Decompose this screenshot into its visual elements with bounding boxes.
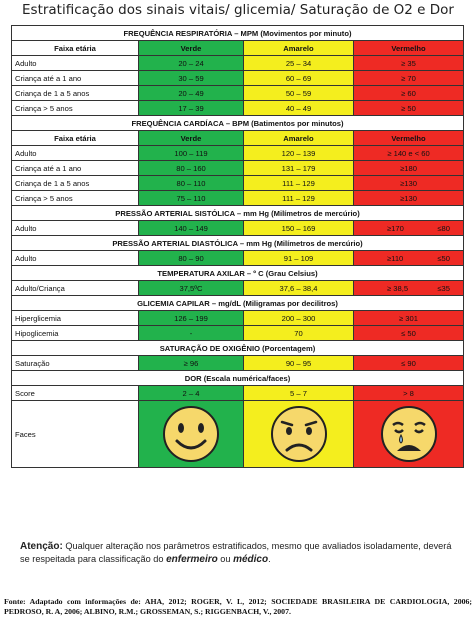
row-label: Adulto/Criança	[12, 281, 139, 296]
row-label: Criança até a 1 ano	[12, 71, 139, 86]
table-row	[12, 326, 464, 341]
attention-end: .	[268, 554, 271, 564]
green-cell: 30 – 59	[139, 71, 244, 86]
section-title-pad: PRESSÃO ARTERIAL DIASTÓLICA – mm Hg (Milímetros de mercúrio)	[12, 236, 464, 251]
red-value-high: ≥170	[387, 223, 404, 233]
red-value-low: ≤35	[437, 283, 451, 293]
yellow-cell: 5 – 7	[244, 386, 354, 401]
sad-face-icon	[268, 403, 330, 465]
red-cell	[354, 401, 464, 468]
table-row	[12, 56, 464, 71]
red-cell: ≥ 60	[354, 86, 464, 101]
row-label: Adulto	[12, 146, 139, 161]
table-row	[12, 101, 464, 116]
yellow-cell: 111 – 129	[244, 176, 354, 191]
happy-face-icon	[160, 403, 222, 465]
attention-label: Atenção:	[20, 541, 63, 552]
row-label: Saturação	[12, 356, 139, 371]
section-title-glicemia: GLICEMIA CAPILAR – mg/dL (Miligramas por decilitros)	[12, 296, 464, 311]
row-label: Criança > 5 anos	[12, 191, 139, 206]
table-row	[12, 176, 464, 191]
red-cell: ≥ 301	[354, 311, 464, 326]
table-row	[12, 401, 464, 468]
section-title-pain: DOR (Escala numérica/faces)	[12, 371, 464, 386]
yellow-cell: 120 – 139	[244, 146, 354, 161]
crying-face-icon	[378, 403, 440, 465]
red-cell: > 8	[354, 386, 464, 401]
yellow-cell: 70	[244, 326, 354, 341]
header-yellow: Amarelo	[244, 131, 354, 146]
header-red: Vermelho	[354, 41, 464, 56]
table-row	[12, 386, 464, 401]
header-age: Faixa etária	[12, 131, 139, 146]
attention-emphasis-doctor: médico	[233, 554, 269, 565]
red-value-high: ≥110	[387, 253, 404, 263]
yellow-cell: 91 – 109	[244, 251, 354, 266]
row-label: Score	[12, 386, 139, 401]
table-row	[12, 251, 464, 266]
green-cell: 20 – 24	[139, 56, 244, 71]
header-green: Verde	[139, 131, 244, 146]
row-label: Hipoglicemia	[12, 326, 139, 341]
table-row	[12, 146, 464, 161]
section-title-temp: TEMPERATURA AXILAR – º C (Grau Celsius)	[12, 266, 464, 281]
attention-emphasis-nurse: enfermeiro	[166, 554, 218, 565]
row-label: Faces	[12, 401, 139, 468]
row-label: Criança > 5 anos	[12, 101, 139, 116]
table-row	[12, 311, 464, 326]
table-row	[12, 86, 464, 101]
green-cell: 100 – 119	[139, 146, 244, 161]
yellow-cell: 111 – 129	[244, 191, 354, 206]
yellow-cell: 37,6 – 38,4	[244, 281, 354, 296]
row-label: Criança de 1 a 5 anos	[12, 86, 139, 101]
green-cell: 80 – 110	[139, 176, 244, 191]
attention-note	[20, 540, 460, 566]
yellow-cell: 90 – 95	[244, 356, 354, 371]
yellow-cell: 40 – 49	[244, 101, 354, 116]
red-cell: ≥ 140 e < 60	[354, 146, 464, 161]
vital-signs-table	[11, 25, 464, 468]
row-label: Adulto	[12, 251, 139, 266]
green-cell: 80 – 160	[139, 161, 244, 176]
red-cell: ≥130	[354, 191, 464, 206]
section-title-fr: FREQUÊNCIA RESPIRATÓRIA – MPM (Movimentos por minuto)	[12, 26, 464, 41]
header-red: Vermelho	[354, 131, 464, 146]
header-age: Faixa etária	[12, 41, 139, 56]
red-cell	[354, 251, 464, 266]
green-cell	[139, 401, 244, 468]
green-cell: 37,5ºC	[139, 281, 244, 296]
section-title-pas: PRESSÃO ARTERIAL SISTÓLICA – mm Hg (Milímetros de mercúrio)	[12, 206, 464, 221]
table-row	[12, 221, 464, 236]
row-label: Hiperglicemia	[12, 311, 139, 326]
red-cell	[354, 281, 464, 296]
table-row	[12, 71, 464, 86]
yellow-cell	[244, 401, 354, 468]
green-cell: 126 – 199	[139, 311, 244, 326]
section-title-fc: FREQUÊNCIA CARDÍACA – BPM (Batimentos por minutos)	[12, 116, 464, 131]
page-title: Estratificação dos sinais vitais/ glicemia/ Saturação de O2 e Dor	[22, 2, 454, 18]
table-row	[12, 356, 464, 371]
red-value-low: ≤50	[437, 253, 451, 263]
green-cell: 80 – 90	[139, 251, 244, 266]
table-row	[12, 191, 464, 206]
red-cell: ≥ 70	[354, 71, 464, 86]
header-green: Verde	[139, 41, 244, 56]
green-cell: 20 – 49	[139, 86, 244, 101]
table-row	[12, 161, 464, 176]
red-cell: ≤ 90	[354, 356, 464, 371]
row-label: Adulto	[12, 56, 139, 71]
row-label: Adulto	[12, 221, 139, 236]
red-cell: ≥ 50	[354, 101, 464, 116]
green-cell: -	[139, 326, 244, 341]
yellow-cell: 25 – 34	[244, 56, 354, 71]
green-cell: 75 – 110	[139, 191, 244, 206]
red-value-high: ≥ 38,5	[387, 283, 409, 293]
yellow-cell: 131 – 179	[244, 161, 354, 176]
red-value-low: ≤80	[437, 223, 451, 233]
red-cell: ≥130	[354, 176, 464, 191]
yellow-cell: 200 – 300	[244, 311, 354, 326]
header-yellow: Amarelo	[244, 41, 354, 56]
yellow-cell: 50 – 59	[244, 86, 354, 101]
source-note: Fonte: Adaptado com informações de: AHA, 2012; ROGER, V. L, 2012; SOCIEDADE BRASILEIRA DE CARDIOLOGIA, 2006; PEDROSO, R. A, 2006; ALBINO, R.M.; GROSSEMAN, S.; RIGGENBACH, V., 2007.	[4, 597, 472, 616]
green-cell: ≥ 96	[139, 356, 244, 371]
table-row	[12, 281, 464, 296]
attention-text: Qualquer alteração nos parâmetros estratificados, mesmo que avaliados isoladamente, deverá se respeitada para classificação do	[20, 541, 452, 564]
row-label: Criança de 1 a 5 anos	[12, 176, 139, 191]
green-cell: 2 – 4	[139, 386, 244, 401]
green-cell: 140 – 149	[139, 221, 244, 236]
red-cell: ≥ 35	[354, 56, 464, 71]
row-label: Criança até a 1 ano	[12, 161, 139, 176]
attention-connector: ou	[217, 554, 234, 564]
green-cell: 17 – 39	[139, 101, 244, 116]
yellow-cell: 60 – 69	[244, 71, 354, 86]
red-cell: ≥180	[354, 161, 464, 176]
yellow-cell: 150 – 169	[244, 221, 354, 236]
red-cell: ≤ 50	[354, 326, 464, 341]
red-cell	[354, 221, 464, 236]
section-title-saturation: SATURAÇÃO DE OXIGÊNIO (Porcentagem)	[12, 341, 464, 356]
